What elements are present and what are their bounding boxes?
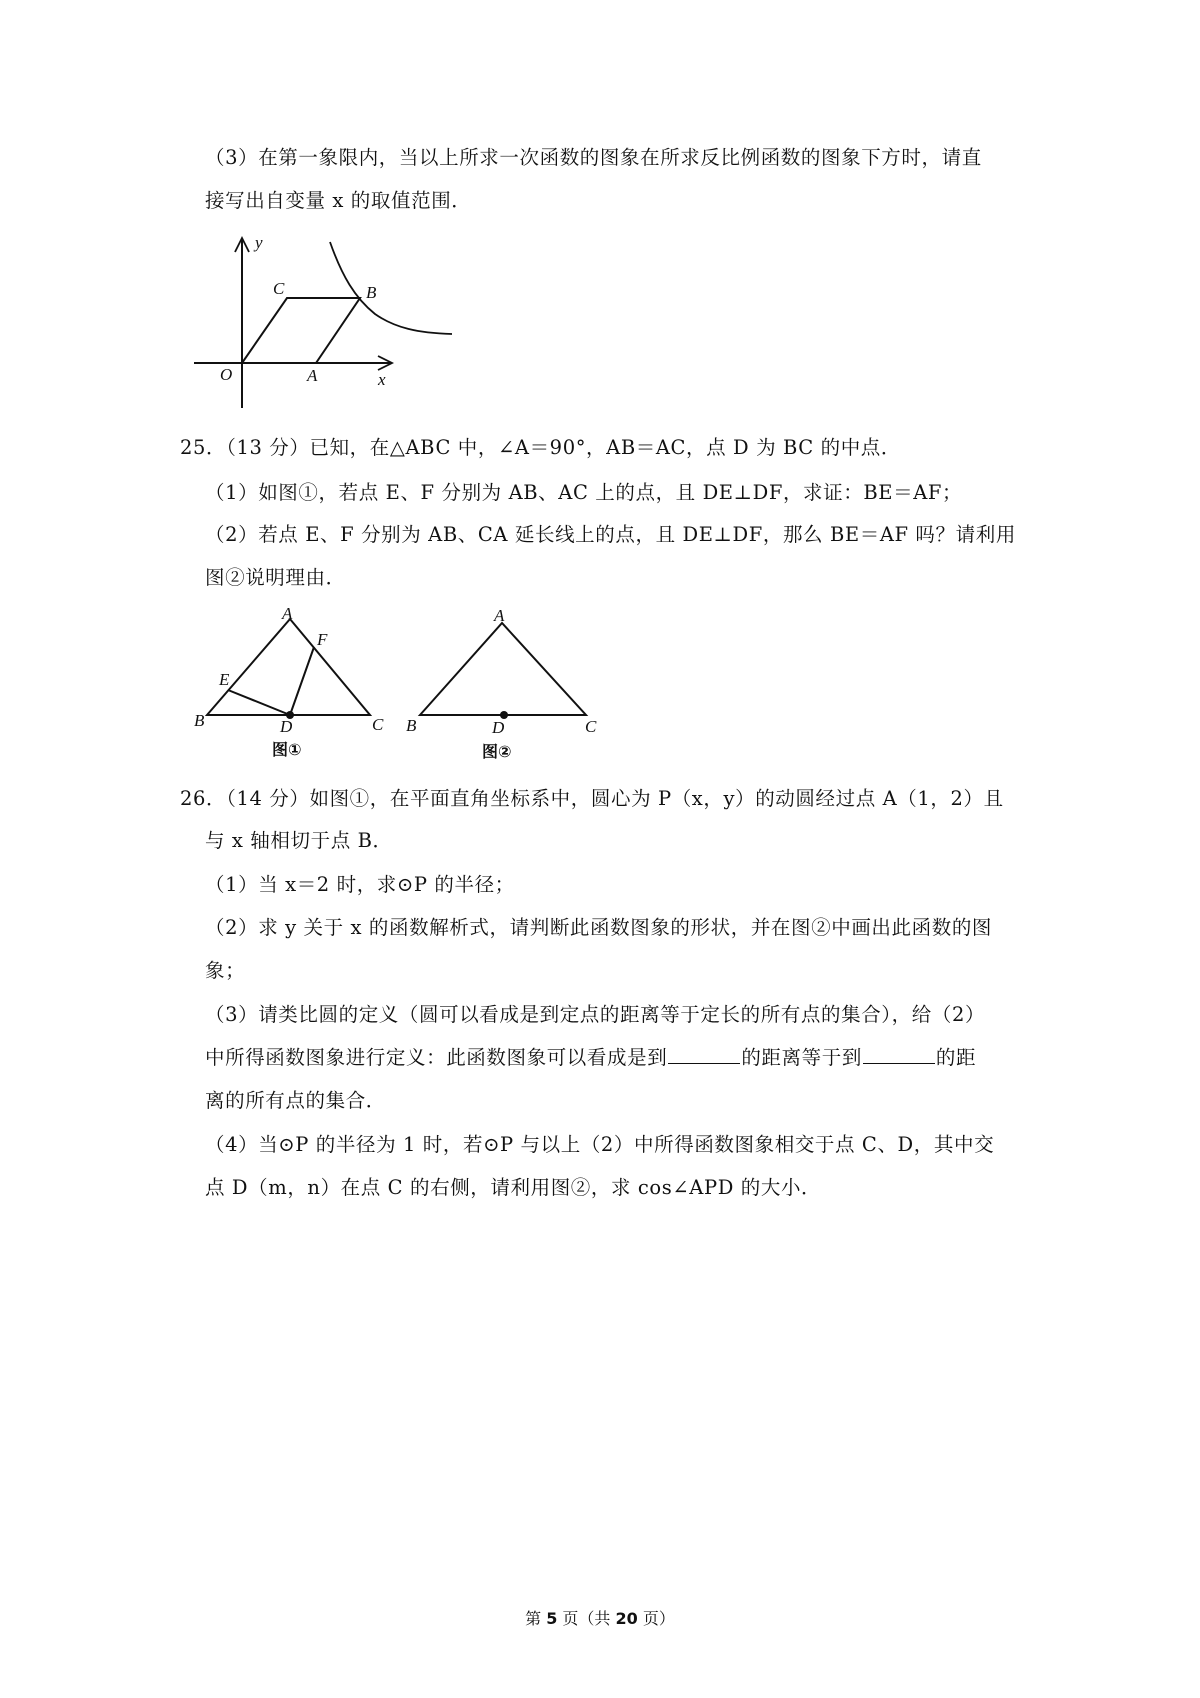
parallelogram-oabc [242,298,360,363]
fig2-label-b: B [406,716,417,735]
q25-part2-line1: （2）若点 E、F 分别为 AB、CA 延长线上的点，且 DE⊥DF，那么 BE＝AF 吗？请利用 [205,523,1016,546]
triangle-abc-2 [420,623,586,715]
q25-stem: 25．（13 分）已知，在△ABC 中，∠A＝90°，AB＝AC，点 D 为 BC 的中点． [180,436,902,459]
q26-part3-text-c: 的距 [935,1046,977,1069]
q26-part1: （1）当 x＝2 时，求⊙P 的半径； [205,873,515,896]
footer-suffix: 页） [637,1609,675,1628]
footer-prefix: 第 [525,1609,547,1628]
segment-de [228,690,290,715]
fig2-caption: 图② [482,742,512,761]
triangle-abc-1 [207,619,370,715]
q26-part4-line1: （4）当⊙P 的半径为 1 时，若⊙P 与以上（2）中所得函数图象相交于点 C、D，其中交 [205,1133,995,1156]
q26-stem-line2: 与 x 轴相切于点 B． [205,829,393,852]
fig2-label-d: D [492,718,505,737]
q25-part1: （1）如图①，若点 E、F 分别为 AB、AC 上的点，且 DE⊥DF，求证：BE＝AF； [205,481,963,504]
q26-part4-line2: 点 D（m，n）在点 C 的右侧，请利用图②，求 cos∠APD 的大小． [205,1176,822,1199]
label-o: O [220,365,233,384]
q26-part2-line1: （2）求 y 关于 x 的函数解析式，请判断此函数图象的形状，并在图②中画出此函数的图 [205,916,993,939]
label-y: y [255,233,263,252]
fig1-label-c: C [372,715,384,734]
q26-part3-line1: （3）请类比圆的定义（圆可以看成是到定点的距离等于定长的所有点的集合），给（2） [205,1003,986,1026]
q25-figure-1 [194,605,384,759]
footer-middle: 页（共 [557,1609,616,1628]
answer-blank-1[interactable] [668,1045,740,1064]
q26-part3-text-a: 中所得函数图象进行定义：此函数图象可以看成是到 [205,1046,668,1069]
fig1-label-b: B [194,711,205,730]
q25-part2-line2: 图②说明理由． [205,566,346,589]
fig1-label-d: D [280,717,293,736]
label-b: B [366,283,377,302]
q25-figure-2 [406,606,597,761]
q24-part3-line2: 接写出自变量 x 的取值范围． [205,189,472,212]
q26-part2-line2: 象； [205,959,246,982]
answer-blank-2[interactable] [863,1045,935,1064]
fig1-label-f: F [317,630,328,649]
fig1-label-e: E [219,670,230,689]
q26-stem-line1: 26．（14 分）如图①，在平面直角坐标系中，圆心为 P（x，y）的动圆经过点 A（1，2）且 [180,787,1004,810]
q26-part3-line3: 离的所有点的集合． [205,1089,386,1112]
q26-part3-text-b: 的距离等于到 [741,1046,862,1069]
hyperbola-curve [330,242,452,334]
segment-df [290,647,314,715]
fig1-caption: 图① [272,740,302,759]
fig1-label-a: A [282,605,293,623]
fig2-label-a: A [494,606,505,625]
q24-part3-line1: （3）在第一象限内，当以上所求一次函数的图象在所求反比例函数的图象下方时，请直 [205,146,982,169]
label-a: A [307,366,318,385]
q25-figures [190,605,630,765]
label-c: C [273,279,285,298]
page-footer [0,1606,1200,1629]
fig2-label-c: C [585,717,597,736]
q26-part3-line2 [205,1045,976,1071]
footer-page-number: 5 [546,1609,558,1628]
label-x: x [378,370,386,389]
footer-page-total: 20 [615,1609,638,1628]
q24-coordinate-figure [190,228,480,413]
